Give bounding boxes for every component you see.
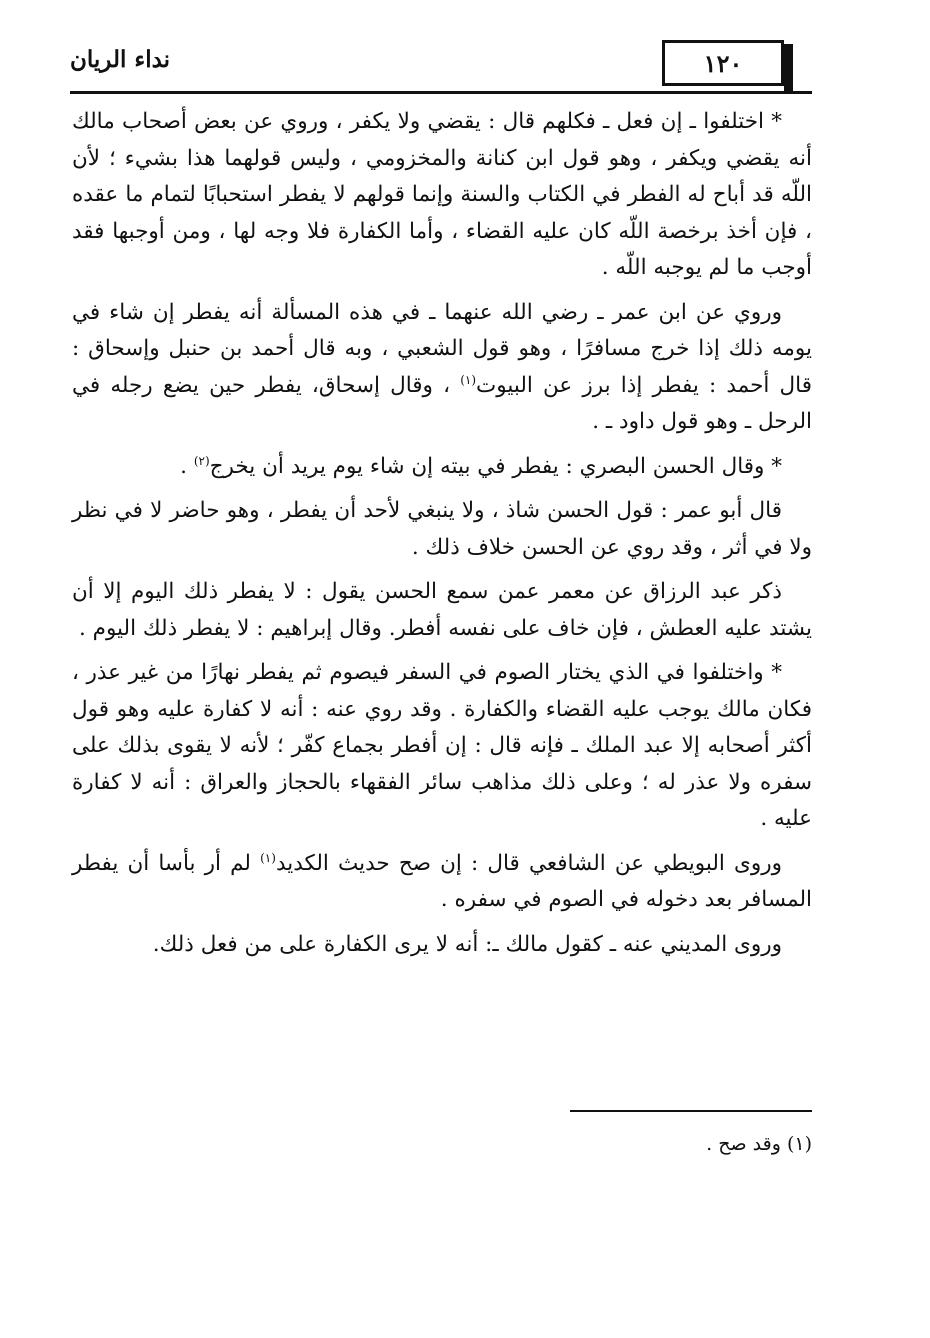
page-number-box-shadow <box>784 44 793 91</box>
paragraph <box>72 927 812 964</box>
paragraph-text: * واختلفوا في الذي يختار الصوم في السفر فيصوم ثم يفطر نهارًا من غير عذر ، فكان مالك يوجب عليه القضاء والكفارة . وقد روي عنه : أنه لا كفارة عليه وهو قول أكثر أصحابه إلا عبد الملك ـ فإنه قال : إن أفطر بجماع كفّر ؛ لأنه لا يقوى بذلك على سفره ولا عذر له ؛ وعلى ذلك مذاهب سائر الفقهاء بالحجاز والعراق : أنه لا كفارة عليه . <box>72 660 812 831</box>
paragraph <box>72 104 812 287</box>
paragraph <box>72 655 812 838</box>
paragraph-text: وروي عن ابن عمر ـ رضي الله عنهما ـ في هذه المسألة أنه يفطر إن شاء في يومه ذلك إذا خرج مسافرًا ، وهو قول الشعبي ، وبه قال أحمد بن حنبل وإسحاق : قال أحمد : يفطر إذا برز عن البيوت <box>72 299 812 398</box>
paragraph-text: وروى البويطي عن الشافعي قال : إن صح حديث الكديد <box>275 850 782 876</box>
running-title: نداء الريان <box>70 46 171 73</box>
paragraph-text: * وقال الحسن البصري : يفطر في بيته إن شاء يوم يريد أن يخرج <box>209 453 782 479</box>
footnote-marker: (٢) <box>193 453 210 468</box>
paragraph <box>72 295 812 441</box>
footnote-rule <box>570 1110 812 1112</box>
paragraph: * وقال الحسن البصري : يفطر في بيته إن شاء يوم يريد أن يخرج$^{(٢)}$ . <box>180 453 782 479</box>
footnote-marker: (١) <box>460 372 477 387</box>
footnote: (١) وقد صح . <box>706 1133 812 1155</box>
page-number: ١٢٠ <box>703 48 743 78</box>
paragraph <box>72 846 812 919</box>
paragraph <box>72 493 812 566</box>
paragraph-text: وروى المديني عنه ـ كقول مالك ـ: أنه لا يرى الكفارة على من فعل ذلك. <box>152 931 782 957</box>
paragraph-text: ذكر عبد الرزاق عن معمر عمن سمع الحسن يقول : لا يفطر ذلك اليوم إلا أن يشتد عليه العطش ، فإن خاف على نفسه أفطر. وقال إبراهيم : لا يفطر ذلك اليوم . <box>72 579 812 641</box>
paragraph-text: * اختلفوا ـ إن فعل ـ فكلهم قال : يقضي ولا يكفر ، وروي عن بعض أصحاب مالك أنه يقضي ويكفر ، وهو قول ابن كنانة والمخزومي ، وليس قولهما هذا بشيء ؛ لأن اللّه قد أباح له الفطر في الكتاب والسنة وإنما قولهم لا يفطر استحبابًا لتمام ما عقده ، فإن أخذ برخصة اللّه كان عليه القضاء ، وأما الكفارة فلا وجه لها ، ومن أوجبها فقد أوجب ما لم يوجبه اللّه . <box>72 109 812 280</box>
paragraph-text: لم أر بأسا أن يفطر المسافر بعد دخوله في الصوم في سفره . <box>72 850 812 912</box>
footnote-marker: (١) <box>260 850 276 865</box>
paragraph-text: ، وقال إسحاق، يفطر حين يضع رجله في الرحل ـ وهو قول داود ـ . <box>72 372 812 434</box>
body-text <box>72 104 812 971</box>
header-rule <box>70 91 812 94</box>
page-number-box <box>662 40 784 86</box>
paragraph <box>72 574 812 647</box>
paragraph-text: قال أبو عمر : قول الحسن شاذ ، ولا ينبغي لأحد أن يفطر ، وهو حاضر لا في نظر ولا في أثر ، وقد روي عن الحسن خلاف ذلك . <box>72 498 812 560</box>
